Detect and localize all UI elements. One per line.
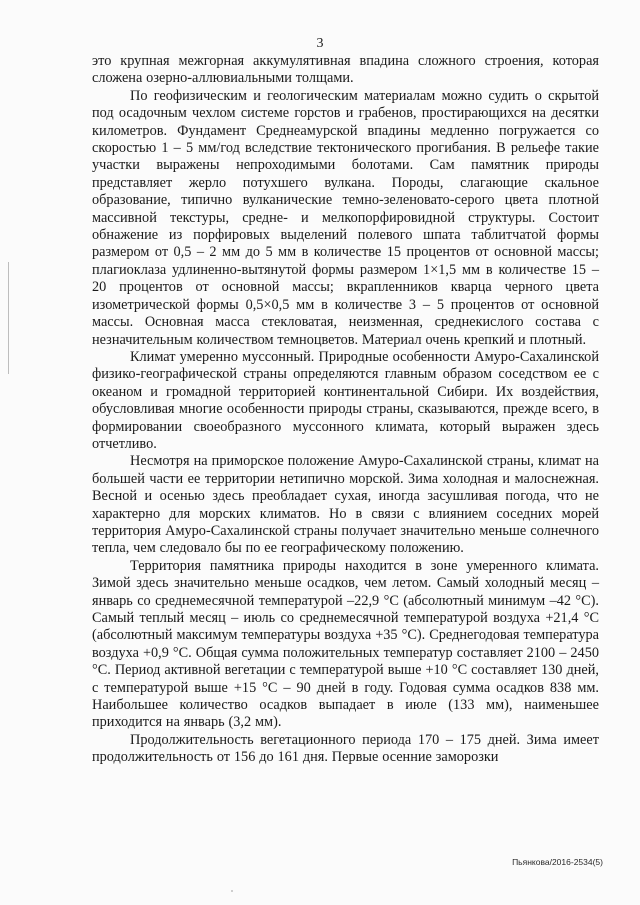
paragraph-maritime-position: Несмотря на приморское положение Амуро-Сахалинской страны, климат на большей части ее территории нетипично морской. Зима холодная и малоснежная. Весной и осенью здесь преобладает сухая, иногда засушливая погода, что не характерно для морских климатов. Но в связи с влиянием соседних морей территория Амуро-Сахалинской страны получает значительно меньше солнечного тепла, чем следовало бы по ее географическому положению. (92, 453, 599, 557)
paragraph-continuation: это крупная межгорная аккумулятивная впадина сложного строения, которая сложена озерно-аллювиальными толщами. (92, 53, 599, 87)
document-body (92, 53, 599, 767)
paragraph-geology: По геофизическим и геологическим материалам можно судить о скрытой под осадочным чехлом системе горстов и грабенов, простирающихся на десятки километров. Фундамент Среднеамурской впадины медленно погружается со скоростью 1 – 5 мм/год вследствие тектонического прогибания. В рельефе такие участки выражены непроходимыми болотами. Сам памятник природы представляет жерло потухшего вулкана. Породы, слагающие скальное образование, типично вулканические темно-зеленовато-серого цвета плотной массивной текстуры, средне- и мелкопорфировидной структуры. Состоит обнажение из порфировых выделений полевого шпата таблитчатой формы размером от 0,5 – 2 мм до 5 мм в количестве 15 процентов от основной массы; плагиоклаза удлиненно-вытянутой формы размером 1×1,5 мм в количестве 15 – 20 процентов от основной массы; вкрапленников кварца черного цвета изометрической формы 0,5×0,5 мм в количестве 3 – 5 процентов от основной массы. Основная масса стекловатая, неизменная, среднекислого состава с незначительным количеством темноцветов. Материал очень крепкий и плотный. (92, 87, 599, 348)
paragraph-vegetation-period: Продолжительность вегетационного периода 170 – 175 дней. Зима имеет продолжительность от 156 до 161 дня. Первые осенние заморозки (92, 731, 599, 766)
scan-margin-line (8, 262, 9, 374)
paragraph-climate: Климат умеренно муссонный. Природные особенности Амуро-Сахалинской физико-географической страны определяются главным образом соседством ее с океаном и громадной территорией континентальной Сибири. Их воздействия, обусловливая многие особенности природы страны, сказываются, прежде всего, в формировании своеобразного муссонного климата, который выражен здесь отчетливо. (92, 348, 599, 452)
paragraph-temperature: Территория памятника природы находится в зоне умеренного климата. Зимой здесь значительно меньше осадков, чем летом. Самый холодный месяц – январь со среднемесячной температурой –22,9 °С (абсолютный минимум –42 °С). Самый теплый месяц – июль со среднемесячной температурой воздуха +21,4 °С (абсолютный максимум температуры воздуха +35 °С). Среднегодовая температура воздуха +0,9 °С. Общая сумма положительных температур составляет 2100 – 2450 °С. Период активной вегетации с температурой выше +10 °С составляет 130 дней, с температурой выше +15 °С – 90 дней в году. Годовая сумма осадков 838 мм. Наибольшее количество осадков выпадает в июле (133 мм), наименьшее приходится на январь (3,2 мм). (92, 557, 599, 731)
scan-dust-speck (231, 890, 233, 892)
page-number: 3 (316, 36, 324, 51)
footer-reference: Пьянкова/2016-2534(5) (512, 857, 603, 867)
